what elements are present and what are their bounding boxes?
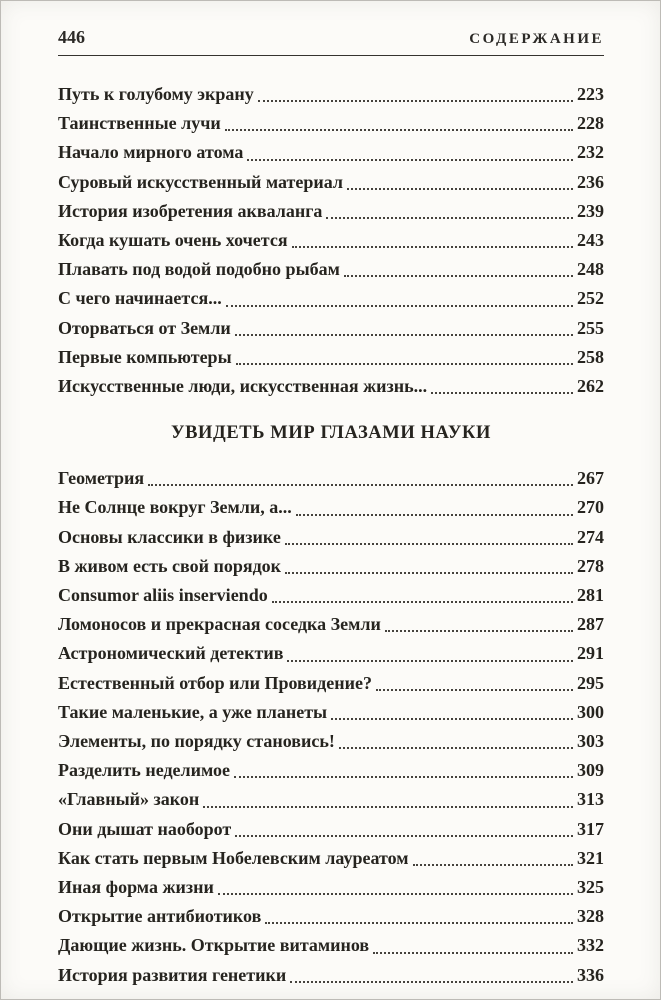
toc-entry (58, 581, 604, 610)
toc-entry-title: Ломоносов и прекрасная соседка Земли (58, 614, 381, 635)
section-heading: УВИДЕТЬ МИР ГЛАЗАМИ НАУКИ (170, 423, 492, 444)
toc-entry (58, 284, 604, 313)
toc-entry (58, 343, 604, 372)
toc-entry-title: Открытие антибиотиков (58, 906, 262, 927)
toc-entry (58, 138, 604, 167)
toc-entry-page: 262 (577, 376, 604, 397)
running-head (58, 27, 604, 48)
toc-entry-page: 258 (577, 346, 604, 367)
toc-entry-title: Основы классики в физике (58, 526, 281, 547)
toc-entry-title: Плавать под водой подобно рыбам (58, 259, 340, 280)
dot-leader (385, 630, 573, 632)
toc-entry-title: Первые компьютеры (58, 346, 232, 367)
toc-entry (58, 255, 604, 284)
toc-entry-title: Дающие жизнь. Открытие витаминов (58, 935, 370, 956)
toc-entry-title: В живом есть свой порядок (58, 555, 282, 576)
toc-entry-page: 274 (577, 526, 604, 547)
toc-entry-title: Не Солнце вокруг Земли, а... (58, 497, 292, 518)
toc-entry (58, 523, 604, 552)
toc-entry-title: Начало мирного атома (58, 142, 244, 163)
dot-leader (218, 893, 573, 895)
toc-entry-title: История изобретения акваланга (58, 200, 323, 221)
toc-entry (58, 844, 604, 873)
toc-entry-page: 300 (577, 701, 604, 722)
toc-entry-page: 287 (577, 614, 604, 635)
toc-entry (58, 372, 604, 401)
toc-entry (58, 698, 604, 727)
toc-entry-page: 243 (577, 230, 604, 251)
dot-leader (148, 484, 573, 486)
toc-entry-title: Оторваться от Земли (58, 317, 231, 338)
page-content (1, 1, 660, 990)
dot-leader (272, 601, 573, 603)
dot-leader (287, 660, 573, 662)
toc-entry-page: 252 (577, 288, 604, 309)
toc-entry (58, 815, 604, 844)
dot-leader (258, 100, 573, 102)
dot-leader (225, 129, 573, 131)
toc-entry-page: 228 (577, 113, 604, 134)
dot-leader (203, 806, 573, 808)
toc-entry (58, 314, 604, 343)
dot-leader (285, 572, 573, 574)
toc-entry (58, 727, 604, 756)
toc-entry-page: 267 (577, 468, 604, 489)
dot-leader (331, 718, 573, 720)
toc-entry (58, 610, 604, 639)
dot-leader (235, 835, 573, 837)
toc-entry-page: 236 (577, 171, 604, 192)
toc-entry-page: 278 (577, 555, 604, 576)
toc-entry-title: Искусственные люди, искусственная жизнь... (58, 376, 428, 397)
toc-entry-page: 325 (577, 877, 604, 898)
toc-entry-title: Геометрия (58, 468, 145, 489)
toc-entry-page: 291 (577, 643, 604, 664)
dot-leader (290, 981, 573, 983)
page-number: 446 (58, 27, 85, 47)
dot-leader (347, 188, 573, 190)
toc-entry-page: 281 (577, 585, 604, 606)
toc-entry (58, 873, 604, 902)
toc-entry-page: 295 (577, 672, 604, 693)
dot-leader (296, 514, 573, 516)
toc-entry-title: Таинственные лучи (58, 113, 221, 134)
toc-entry-page: 313 (577, 789, 604, 810)
page-header-title: СОДЕРЖАНИЕ (469, 31, 604, 47)
toc-entry-title: Разделить неделимое (58, 760, 231, 781)
dot-leader (265, 922, 573, 924)
toc-entry-page: 303 (577, 731, 604, 752)
dot-leader (373, 952, 573, 954)
toc-entry-title: Путь к голубому экрану (58, 84, 254, 104)
toc-entry-title: С чего начинается... (58, 288, 222, 309)
dot-leader (413, 864, 573, 866)
dot-leader (339, 747, 573, 749)
dot-leader (247, 159, 573, 161)
toc-entry (58, 902, 604, 931)
dot-leader (236, 363, 573, 365)
toc-entry (58, 639, 604, 668)
toc-entry (58, 961, 604, 990)
toc-entry-title: Как стать первым Нобелевским лауреатом (58, 847, 409, 868)
toc-entry-page: 239 (577, 200, 604, 221)
dot-leader (431, 392, 573, 394)
toc-entry-page: 309 (577, 760, 604, 781)
dot-leader (234, 776, 573, 778)
toc-entry-title: Когда кушать очень хочется (58, 230, 288, 251)
toc-entry (58, 197, 604, 226)
toc-entry (58, 552, 604, 581)
toc-entry-title: Такие маленькие, а уже планеты (58, 701, 328, 722)
toc-entry (58, 109, 604, 138)
toc-entry-page: 336 (577, 964, 604, 985)
dot-leader (285, 543, 573, 545)
dot-leader (292, 246, 573, 248)
toc-entry (58, 931, 604, 960)
toc-entry-title: Естественный отбор или Провидение? (58, 672, 372, 693)
toc-entry-page: 321 (577, 847, 604, 868)
toc-entry-page: 332 (577, 935, 604, 956)
toc-entry-title: «Главный» закон (58, 789, 200, 810)
toc-entry-page: 317 (577, 818, 604, 839)
toc-entry (58, 785, 604, 814)
toc-entry (58, 168, 604, 197)
toc-entry (58, 493, 604, 522)
toc-entry-title: Они дышат наоборот (58, 818, 232, 839)
toc-entry (58, 226, 604, 255)
toc-entry-page: 270 (577, 497, 604, 518)
dot-leader (326, 217, 573, 219)
toc-entry (58, 756, 604, 785)
dot-leader (226, 305, 573, 307)
toc-entry-title: Астрономический детектив (58, 643, 284, 664)
toc-entry-title: Иная форма жизни (58, 877, 214, 898)
dot-leader (235, 334, 573, 336)
toc-entry-page: 255 (577, 317, 604, 338)
toc-entry-page: 232 (577, 142, 604, 163)
table-of-contents (58, 80, 604, 990)
toc-entry (58, 464, 604, 493)
toc-entry-title: Consumor aliis inserviendo (58, 585, 268, 606)
toc-entry-title: Суровый искусственный материал (58, 171, 344, 192)
toc-entry-page: 248 (577, 259, 604, 280)
dot-leader (344, 275, 573, 277)
toc-entry (58, 669, 604, 698)
dot-leader (376, 689, 573, 691)
toc-entry-page: 328 (577, 906, 604, 927)
toc-entry (58, 80, 604, 109)
header-rule (58, 55, 604, 56)
toc-entry-title: История развития генетики (58, 964, 287, 985)
toc-entry-title: Элементы, по порядку становись! (58, 731, 335, 752)
toc-entry-page: 223 (577, 84, 604, 104)
